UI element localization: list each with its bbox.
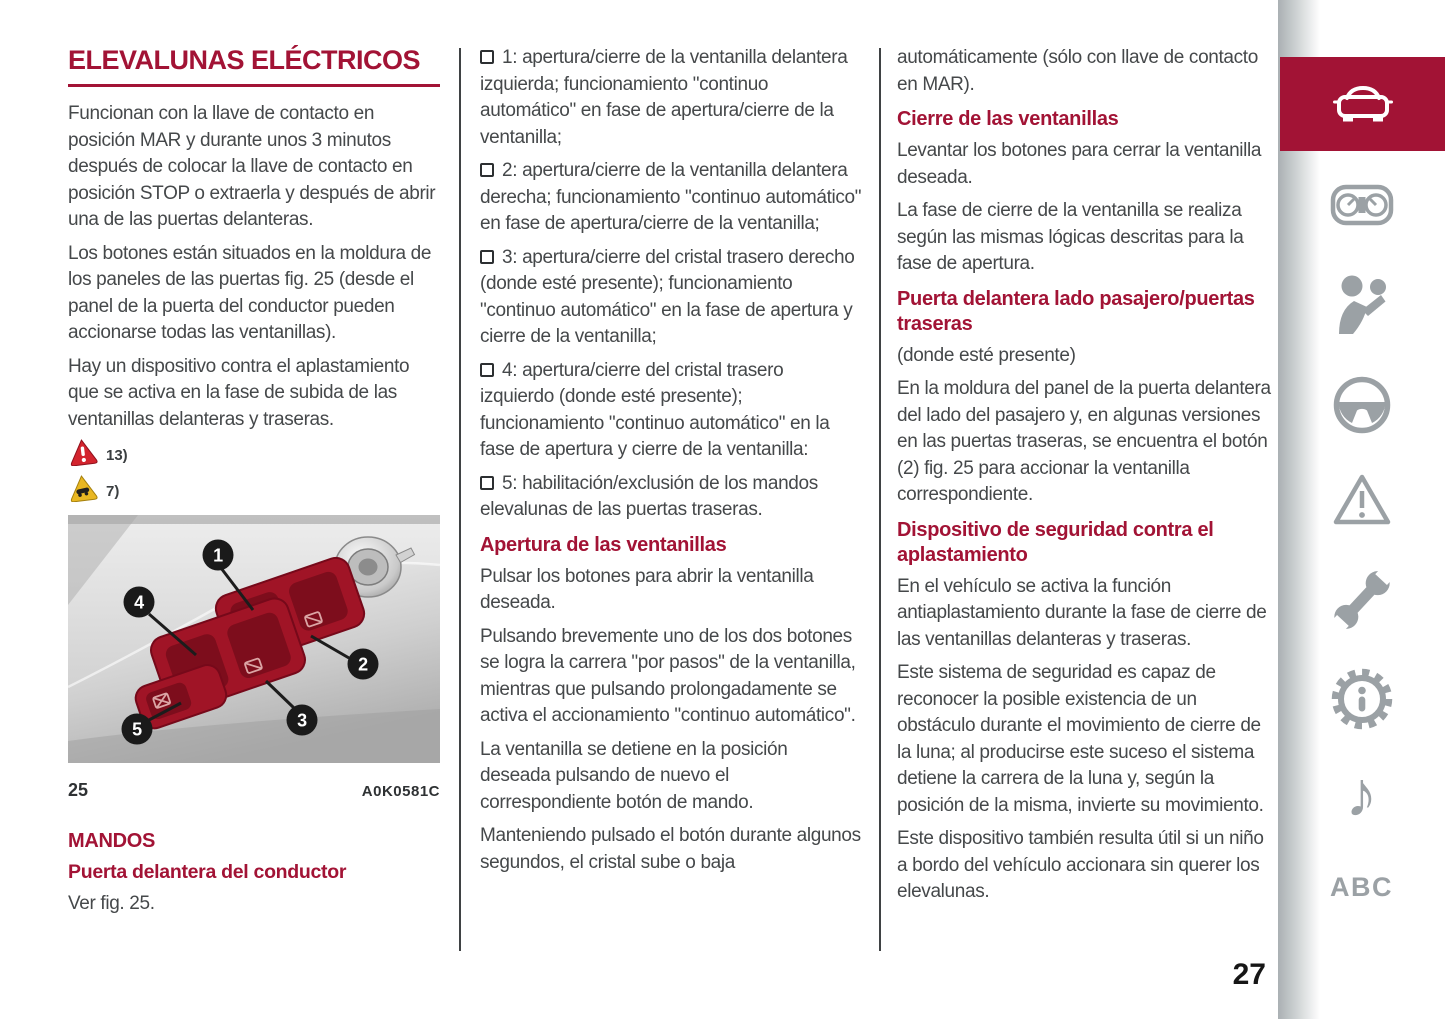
paragraph: Manteniendo pulsado el botón durante algunos segundos, el cristal sube o baja [480,825,861,873]
figure-number: 25 [68,779,89,800]
list-item-text: 5: habilitación/exclusión de los mandos elevalunas de las puertas traseras. [480,472,818,520]
figure-door-panel-switches [68,515,440,805]
left-column [68,45,440,925]
sidebar-item-airbag-safety[interactable] [1278,274,1445,334]
heading-cierre: Cierre de las ventanillas [897,108,1119,130]
figure-callout-5: 5 [132,719,142,740]
door-panel-illustration [68,515,440,763]
heading-puerta-pasajero: Puerta delantera lado pasajero/puertas traseras [897,287,1255,335]
list-item-text: 4: apertura/cierre del cristal trasero izquierdo (donde esté presente); funcionamiento "continuo automático" en la fase de apertura y cierre de la ventanilla: [480,359,830,460]
list-item [480,245,862,351]
abc-label: ABC [1330,872,1393,902]
middle-column [480,45,862,883]
paragraph: En el vehículo se activa la función antiaplastamiento durante la fase de cierre de las ventanillas delanteras y traseras. [897,575,1267,650]
list-item [480,358,862,464]
paragraph: Este sistema de seguridad es capaz de reconocer la posible existencia de un obstáculo durante el movimiento de cierre de la luna; al producirse este suceso el sistema detiene la carrera de la luna y, según la posición de la misma, invierte su movimiento. [897,662,1264,816]
subheading-driver-door: Puerta delantera del conductor [68,861,347,883]
warning-reference-row [68,440,440,473]
paragraph: La ventanilla se detiene en la posición deseada pulsando de nuevo el correspondiente botón de mando. [480,738,788,813]
square-bullet-icon [480,163,494,177]
wrench-icon [1330,560,1394,640]
sidebar-item-index-abc[interactable] [1278,872,1445,903]
column-divider [879,48,881,951]
warning-triangle-yellow-car-icon [68,474,98,511]
list-item [480,471,862,524]
warning-triangle-icon [1332,472,1392,528]
section-heading-mandos: MANDOS [68,830,156,852]
paragraph: Funcionan con la llave de contacto en posición MAR y durante unos 3 minutos después de colocar la llave de contacto en posición STOP o extraerla y después de abrir una de las puertas delanteras. [68,103,436,230]
square-bullet-icon [480,363,494,377]
instrument-cluster-icon [1330,181,1394,229]
paragraph: (donde esté presente) [897,344,1076,366]
warning-reference-row [68,476,440,509]
page-number: 27 [1232,958,1266,991]
sidebar-item-technical-data[interactable] [1278,666,1445,732]
car-icon [1331,83,1395,125]
page-title: ELEVALUNAS ELÉCTRICOS [68,45,440,87]
figure-caption [68,777,440,806]
right-column [897,45,1271,913]
list-item-text: 1: apertura/cierre de la ventanilla delantera izquierda; funcionamiento "continuo automático" en fase de apertura/cierre de la ventanilla; [480,47,848,148]
sidebar-item-multimedia[interactable] [1278,758,1445,830]
list-item-text: 3: apertura/cierre del cristal trasero derecho (donde esté presente); funcionamiento "continuo automático" en la fase de apertura y cierre de la ventanilla; [480,246,855,347]
list-item-text: 2: apertura/cierre de la ventanilla delantera derecha; funcionamiento "continuo automático" en fase de apertura/cierre de la ventanilla; [480,160,862,234]
heading-dispositivo: Dispositivo de seguridad contra el aplastamiento [897,518,1214,566]
square-bullet-icon [480,250,494,264]
square-bullet-icon [480,50,494,64]
paragraph: automáticamente (sólo con llave de contacto en MAR). [897,47,1258,95]
paragraph: Este dispositivo también resulta útil si un niño a bordo del vehículo accionara sin querer los elevalunas. [897,828,1264,902]
figure-callout-4: 4 [134,592,144,613]
figure-callout-3: 3 [297,710,307,731]
paragraph: Pulsando brevemente uno de los dos botones se logra la carrera "por pasos" de la ventanilla, mientras que pulsando prolongadamente se activa el accionamiento "continuo automático". [480,625,856,726]
sidebar-item-warning-emergency[interactable] [1278,472,1445,528]
paragraph: Pulsar los botones para abrir la ventanilla deseada. [480,565,814,613]
chapter-tab-sidebar [1278,0,1445,1019]
heading-apertura: Apertura de las ventanillas [480,533,727,556]
gear-info-icon [1329,666,1395,732]
sidebar-item-maintenance[interactable] [1278,560,1445,640]
warning-ref-label: 7) [106,483,120,501]
column-divider [459,48,461,951]
sidebar-item-steering-driving[interactable] [1278,375,1445,435]
sidebar-tab-car-active[interactable] [1280,57,1445,151]
music-note-icon: ♪ [1345,758,1378,830]
paragraph: La fase de cierre de la ventanilla se realiza según las mismas lógicas descritas para la fase de apertura. [897,200,1244,274]
paragraph: Los botones están situados en la moldura de los paneles de las puertas fig. 25 (desde el panel de la puerta del conductor pueden accionarse todas las ventanillas). [68,242,432,343]
figure-callout-2: 2 [358,654,368,675]
mandos-section [68,829,440,918]
paragraph: Levantar los botones para cerrar la ventanilla deseada. [897,140,1262,188]
paragraph: Ver fig. 25. [68,893,155,914]
square-bullet-icon [480,476,494,490]
list-item [480,45,862,151]
warning-ref-label: 13) [106,447,128,465]
list-item [480,158,862,238]
paragraph: Hay un dispositivo contra el aplastamiento que se activa en la fase de subida de las ventanillas delanteras y traseras. [68,355,410,430]
figure-code: A0K0581C [361,782,440,800]
figure-callout-1: 1 [213,545,223,566]
steering-wheel-icon [1332,375,1392,435]
airbag-person-icon [1335,274,1389,334]
paragraph: En la moldura del panel de la puerta delantera del lado del pasajero y, en algunas versiones en las puertas traseras, se encuentra el botón (2) fig. 25 para accionar la ventanilla correspondiente. [897,378,1271,505]
warning-triangle-red-icon [68,438,98,475]
sidebar-item-instrument-cluster[interactable] [1278,181,1445,229]
